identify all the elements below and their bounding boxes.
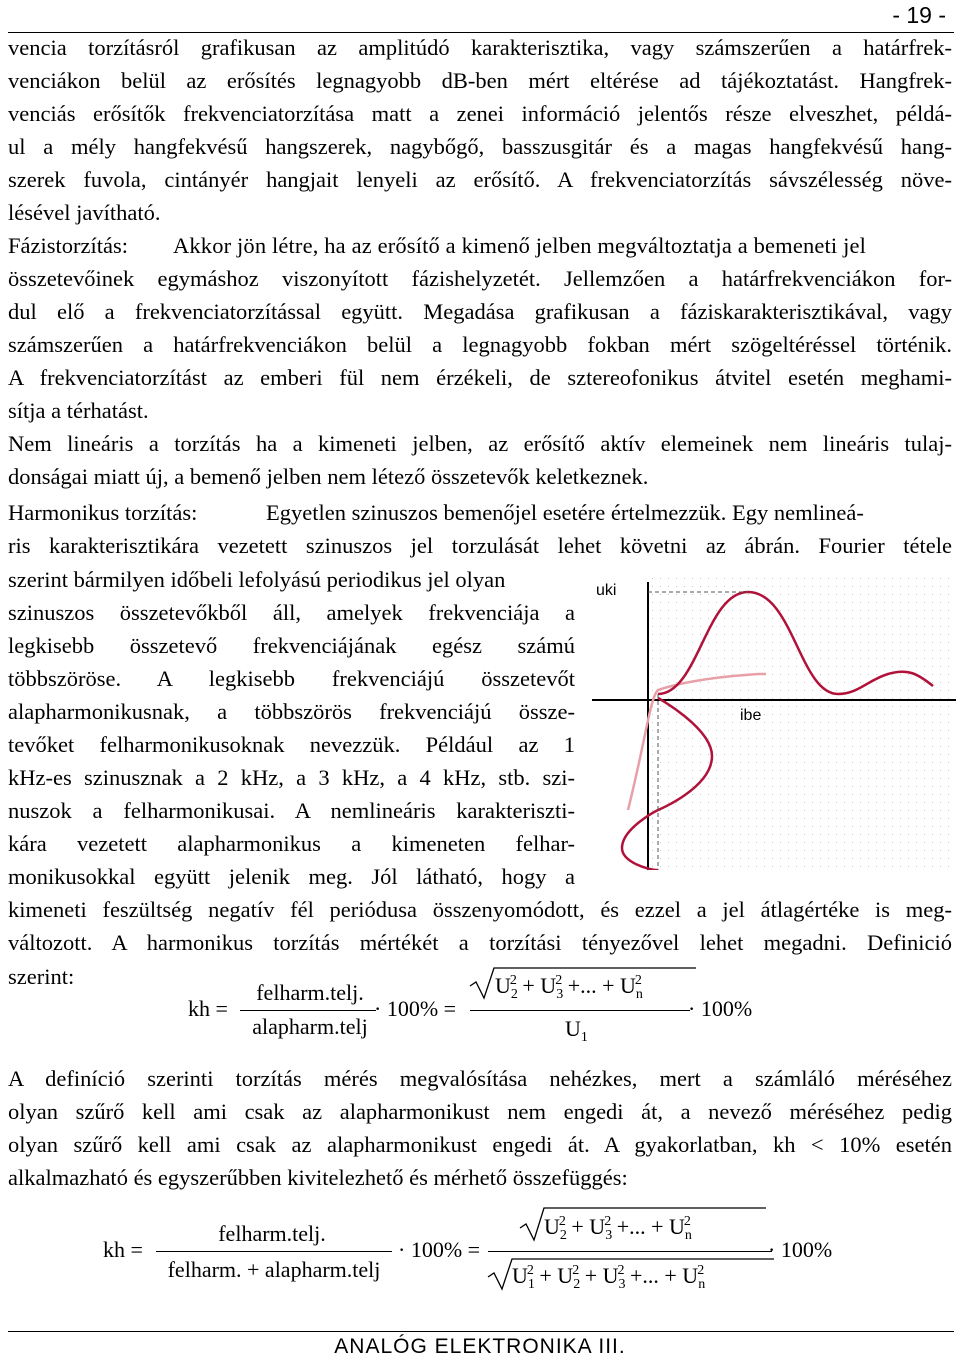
formula-lhs: kh = <box>188 996 228 1021</box>
formula-rhs-denominator: $U_1^2 + U_2^2 + U_3^2$ +... + $U_n^2$ <box>512 1263 706 1292</box>
text-line: szerek fuvola, cintányér hangjait lenyeli az erősítő. A frekvenciatorzítás sávszélesség növe- <box>8 167 952 192</box>
text-line: összetevőinek egymáshoz viszonyított fázishelyzetét. Jellemzően a határfrekvenciákon for- <box>8 266 952 291</box>
text-line: ul a mély hangfekvésű hangszerek, nagybőgő, basszusgitár és a magas hangfekvésű hang- <box>8 134 952 159</box>
formula-lhs: kh = <box>103 1237 143 1262</box>
text-line: vencia torzításról grafikusan az amplitúdó karakterisztika, vagy számszerűen a határfrek- <box>8 35 952 60</box>
text-line: kára vezetett alapharmonikus a kimeneten felhar- <box>8 831 575 856</box>
footer-rule <box>8 1331 954 1332</box>
text-line: kimeneti feszültség negatív fél periódusa összenyomódott, és ezzel a jel átlagértéke is meg- <box>8 897 952 922</box>
text-line: sítja a térhatást. <box>8 398 149 423</box>
formula-numerator: felharm.telj. <box>218 1221 326 1246</box>
text-line: változott. A harmonikus torzítás mértékét a torzítási tényezővel lehet megadni. Definició <box>8 930 952 955</box>
text-line: legkisebb összetevő frekvenciájának egész számú <box>8 633 575 658</box>
formula-rhs-numerator: $U_2^2 + U_3^2$ +... + $U_n^2$ <box>495 973 643 1002</box>
page-number: - 19 - <box>892 2 946 28</box>
y-axis-label: uki <box>596 582 617 599</box>
text-line: monikusokkal együtt jelenik meg. Jól látható, hogy a <box>8 864 575 889</box>
text-line: alapharmonikusnak, a többszörös frekvenciájú össze- <box>8 699 575 724</box>
text-line: számszerűen a határfrekvenciákon belül a legnagyobb fokban mért szögeltéréssel történik. <box>8 332 952 357</box>
text-line: venciás erősítők frekvenciatorzítása matt a zenei információ jelentős része elveszhet, példá- <box>8 101 952 126</box>
text-line: A frekvenciatorzítást az emberi fül nem érzékeli, de sztereofonikus átvitel esetén meghami- <box>8 365 952 390</box>
formula-tail: · 100% <box>768 1237 833 1262</box>
phase-distortion-label: Fázistorzítás: <box>8 233 128 258</box>
formula-rhs-denominator: $U_1$ <box>565 1016 588 1045</box>
text-line: ris karakterisztikára vezetett szinuszos jel torzulását lehet követni az ábrán. Fourier tétele <box>8 533 952 558</box>
formula-tail: · 100% <box>688 996 753 1021</box>
formula-rhs-numerator: $U_2^2 + U_3^2$ +... + $U_n^2$ <box>544 1214 692 1243</box>
fraction-bar <box>488 1251 772 1252</box>
text-span: Akkor jön létre, ha az erősítő a kimenő jelben megváltoztatja a bemeneti jel <box>173 233 867 258</box>
text-line: alkalmazható és egyszerűbben kivitelezhető és mérhető összefüggés: <box>8 1165 628 1190</box>
text-line: szinuszos összetevőkből áll, amelyek frekvenciája a <box>8 600 575 625</box>
fraction-bar <box>156 1251 392 1252</box>
formula-denominator: felharm. + alapharm.telj <box>167 1257 381 1282</box>
text-line: kHz-es szinusznak a 2 kHz, a 3 kHz, a 4 kHz, stb. szi- <box>8 765 575 790</box>
text-line: A definíció szerinti torzítás mérés megvalósítása nehézkes, mert a számláló méréséhez <box>8 1066 952 1091</box>
formula-middle: · 100% = <box>398 1237 481 1262</box>
text-line: olyan szűrő kell ami csak az alapharmonikust nem engedi át, a nevező méréséhez pedig <box>8 1099 952 1124</box>
text-line: olyan szűrő kell ami csak az alapharmonikust engedi át. A gyakorlatban, kh < 10% esetén <box>8 1132 952 1157</box>
text-line: szerint: <box>8 964 75 989</box>
formula-middle: · 100% = <box>374 996 457 1021</box>
text-span: Egyetlen szinuszos bemenőjel esetére értelmezzük. Egy nemlineá- <box>266 500 864 525</box>
formula-numerator: felharm.telj. <box>256 980 364 1005</box>
text-line: dul elő a frekvenciatorzítással együtt. Megadása grafikusan a fáziskarakterisztikával, vagy <box>8 299 952 324</box>
text-line: többszöröse. A legkisebb frekvenciájú összetevőt <box>8 666 575 691</box>
text-line: tevőket felharmonikusoknak nevezzük. Például az 1 <box>8 732 575 757</box>
harmonic-distortion-label: Harmonikus torzítás: <box>8 500 198 525</box>
text-line: szerint bármilyen időbeli lefolyású periodikus jel olyan <box>8 567 506 592</box>
footer-title: ANALÓG ELEKTRONIKA III. <box>334 1335 626 1358</box>
formula-denominator: alapharm.telj <box>252 1014 368 1039</box>
text-line: nuszok a felharmonikusai. A nemlineáris karakteriszti- <box>8 798 575 823</box>
text-line: lésével javítható. <box>8 200 161 225</box>
x-axis-label: ibe <box>740 707 762 724</box>
text-line: donságai miatt új, a bemenő jelben nem létező összetevők keletkeznek. <box>8 464 649 489</box>
text-line: Nem lineáris a torzítás ha a kimeneti jelben, az erősítő aktív elemeinek nem lineáris tulaj- <box>8 431 952 456</box>
text-line: venciákon belül az erősítés legnagyobb dB-ben mért eltérése ad tájékoztatást. Hangfrek- <box>8 68 952 93</box>
